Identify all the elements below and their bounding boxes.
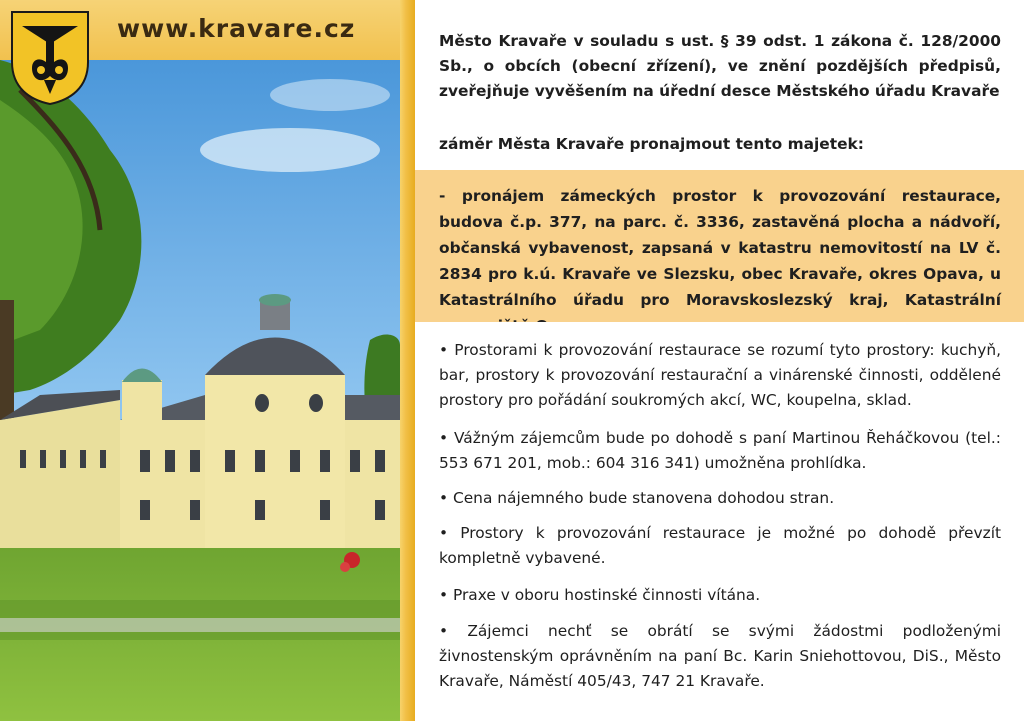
list-item: • Prostory k provozování restaurace je možné po dohodě převzít kompletně vybavené.	[439, 524, 1001, 567]
intro-section	[415, 0, 1024, 170]
list-item: • Prostorami k provozování restaurace se rozumí tyto prostory: kuchyň, bar, prostory k provozování restaurační a vinárenské činnosti, oddělené prostory pro pořádání soukromých akcí, WC, koupelna, sklad.	[439, 341, 1001, 409]
intent-heading: záměr Města Kravaře pronajmout tento majetek:	[439, 135, 864, 153]
intro-text: Město Kravaře v souladu s ust. § 39 odst. 1 zákona č. 128/2000 Sb., o obcích (obecní zřízení), ve znění pozdějších předpisů, zveřejňuje vyvěšením na úřední desce Městského úřadu Kravaře	[439, 32, 1001, 100]
list-item: • Praxe v oboru hostinské činnosti vítána.	[439, 586, 761, 604]
left-panel	[0, 0, 400, 721]
chateau-photo-icon	[0, 0, 400, 721]
notice-panel	[415, 0, 1024, 721]
site-url[interactable]: www.kravare.cz	[117, 14, 356, 43]
list-item: • Zájemci nechť se obrátí se svými žádostmi podloženými živnostenským oprávněním na paní Bc. Karin Sniehottovou, DiS., Město Kravaře, Náměstí 405/43, 747 21 Kravaře.	[439, 622, 1001, 690]
list-item: • Cena nájemného bude stanovena dohodou stran.	[439, 489, 835, 507]
property-highlight	[415, 170, 1024, 322]
coat-of-arms-icon	[10, 10, 90, 106]
conditions-list	[415, 322, 1024, 721]
property-description: - pronájem zámeckých prostor k provozování restaurace, budova č.p. 377, na parc. č. 3336, zastavěná plocha a nádvoří, občanská vybavenost, zapsaná v katastru nemovitostí na LV č. 2834 pro k.ú. Kravaře ve Slezsku, obec Kravaře, okres Opava, u Katastrálního úřadu pro Moravskoslezský kraj, Katastrální	[439, 187, 1001, 309]
list-item: • Vážným zájemcům bude po dohodě s paní Martinou Řeháčkovou (tel.: 553 671 201, mob.: 604 316 341) umožněna prohlídka.	[439, 429, 1001, 472]
separator-bar	[400, 0, 415, 721]
